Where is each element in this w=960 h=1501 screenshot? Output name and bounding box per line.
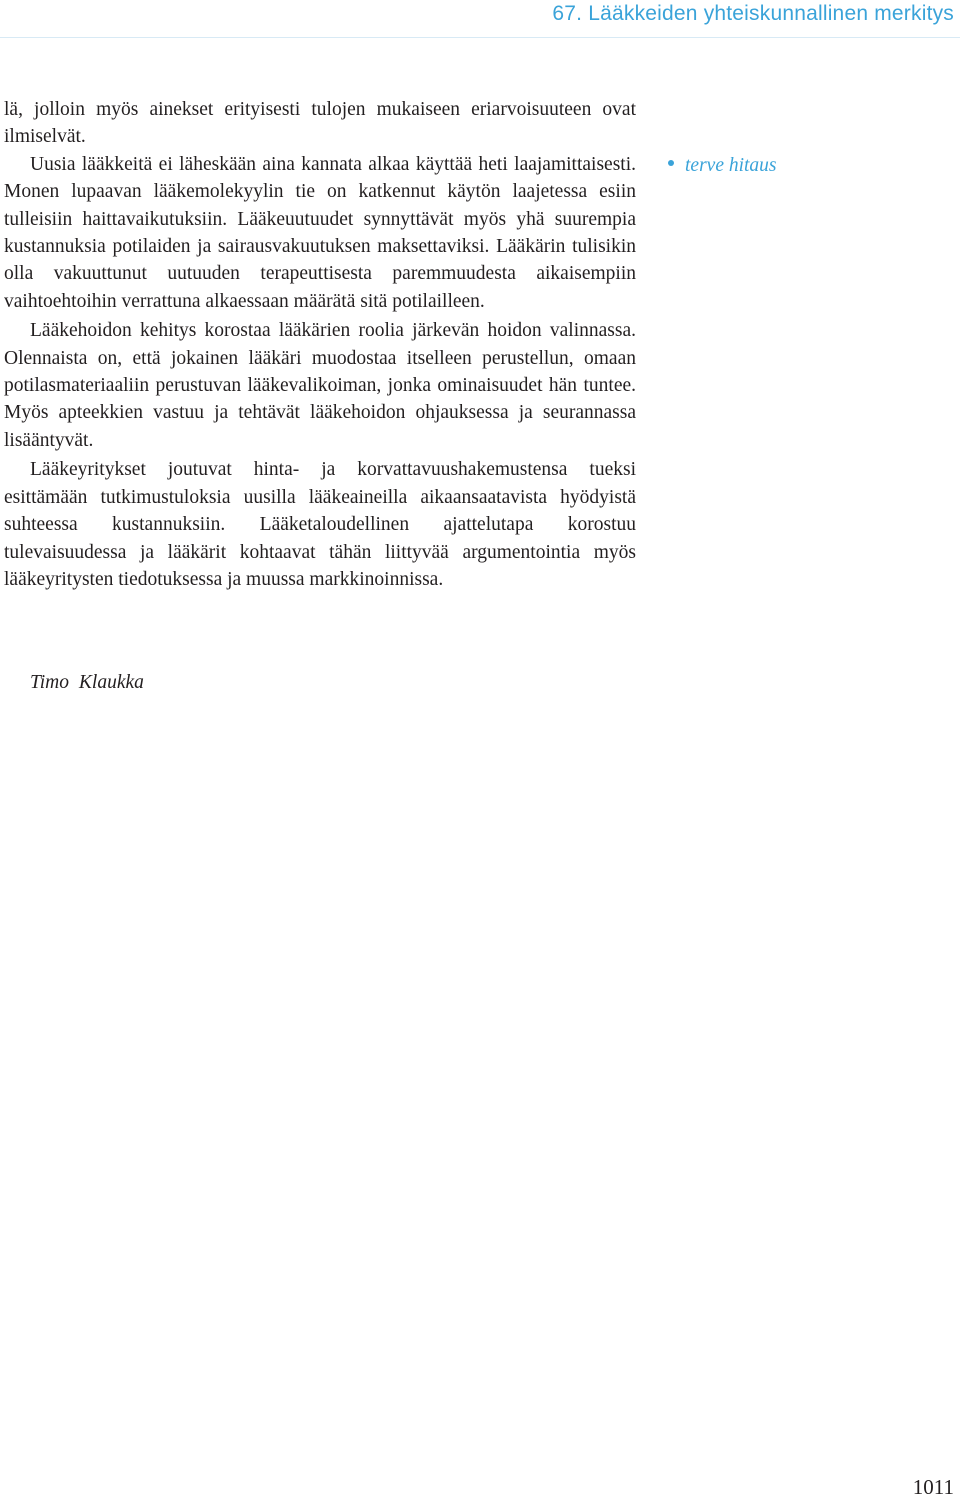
bullet-icon [668,160,674,166]
header-divider [0,37,960,38]
paragraph-pharma-companies: Lääkeyritykset joutuvat hinta- ja korvattavuushakemustensa tueksi esittämään tutkimustuloksia uusilla lääkeaineilla aikaansaatavista hyödyistä suhteessa kustannuksiin. Lääketaloudellinen ajattelutapa korostuu tulevaisuudessa ja lääkärit kohtaavat tähän liittyvää argumentointia myös lääkeyritysten tiedotuksessa ja muussa markkinoinnissa. [4,459,636,590]
margin-keyword-text: terve hitaus [685,155,777,176]
running-head: 67. Lääkkeiden yhteiskunnallinen merkitys [552,2,954,25]
article-body [4,96,636,593]
margin-keyword [668,152,777,179]
paragraph-new-drugs: Uusia lääkkeitä ei läheskään aina kannata alkaa käyttää heti laajamittaisesti. Monen lupaavan lääkemolekyylin tie on katkennut käytön laajetessa esiin tulleisiin haittavaikutuksiin. Lääkeuutuudet synnyttävät myös yhä suurempia kustannuksia potilaiden ja sairausvakuutuksen maksettaviksi. Lääkärin tulisikin olla vakuuttunut uutuuden terapeuttisesta paremmuudesta aikaisempiin vaihtoehtoihin verrattuna alkaessaan määrätä sitä potilailleen. [4,153,636,312]
paragraph-physician-role: Lääkehoidon kehitys korostaa lääkärien roolia järkevän hoidon valinnassa. Olennaista on, että jokainen lääkäri muodostaa itselleen perustellun, omaan potilasmateriaaliin perustuvan lääkevalikoiman, jonka ominaisuudet hän tuntee. Myös apteekkien vastuu ja tehtävät lääkehoidon ohjauksessa ja seurannassa lisääntyvät. [4,320,636,451]
paragraph-continuation: lä, jolloin myös ainekset erityisesti tulojen mukaiseen eriarvoisuuteen ovat ilmiselvät. [4,99,636,148]
page-number: 1011 [912,1475,954,1499]
author-signature: Timo Klaukka [30,672,144,693]
